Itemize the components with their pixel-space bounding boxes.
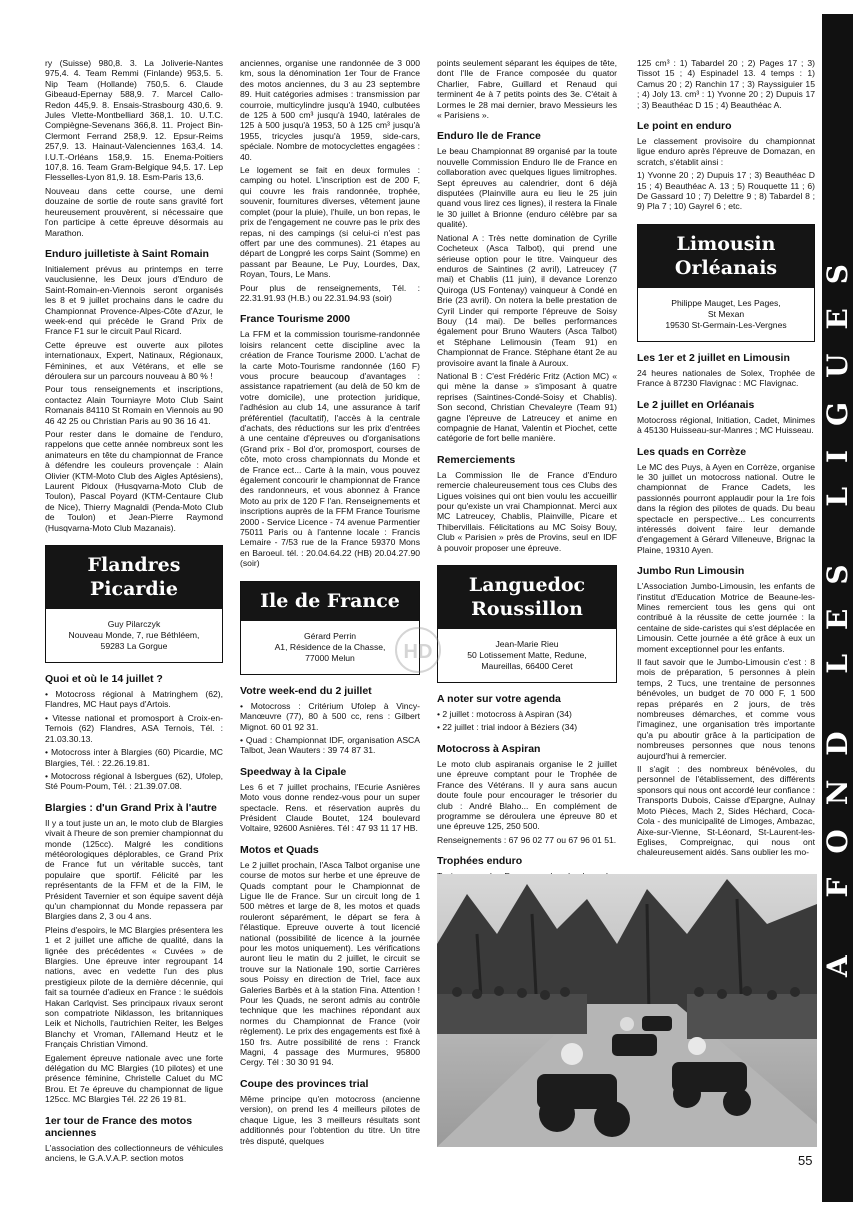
paragraph: L'Association Jumbo-Limousin, les enfants de l'institut d'Education Motrice de Beaune-les-Mines remercient tous les gens qui ont contribué à la réussite de cette journée : la centaine de side-caristes qui s'est déplacée en Limousin. Cette journée a été grâce à eux un moment exceptionnel pour les enfants. [637, 581, 815, 654]
paragraph: Le moto club aspiranais organise le 2 juillet une épreuve comptant pour le Trophée de France des Vétérans. Il y aura sans aucun doute foule pour encourager le trésorier du club : André Blaho... En complément de programme se déroulera une épreuve 80 et une épreuve 125, 250 500. [437, 758, 617, 832]
article-heading: Motos et Quads [240, 843, 319, 856]
article-heading: Blargies : d'un Grand Prix à l'autre [45, 801, 217, 814]
article-heading: Enduro Ile de France [437, 130, 541, 143]
article-heading: Les 1er et 2 juillet en Limousin [637, 351, 790, 364]
paragraph: • Vitesse national et promosport à Croix-en-Ternois (62) Flandres, ASA Ternois, Tél. : 21.03.30.13. [45, 712, 223, 744]
section-sidebar [822, 14, 853, 1202]
paragraph: National A : Très nette domination de Cyrille Cocheteux (Asca Talbot), qui prend une sérieuse option pour le titre. Vainqueur des enduros de Saintines (2 avril), Latreucey (7 mai) et Chablis (11 juin), il devance Lorenzo Quiroga (US Fontenay) vainqueur à Condé en Brie (23 avril). On notera la belle prestation de Cyril Linder qui remporte l'épreuve de Soisy Bouy (14 mai). De belles performances également pour Bruno Wauters (Asca Talbot) et Stéphane Lelimousin (Team 91) en Championnat de France. Stéphane étant 2e au provisoire avant la finale à Auroux. [437, 232, 617, 368]
league-title [638, 225, 814, 288]
address-line: Nouveau Monde, 7, rue Béthléem, [68, 630, 200, 641]
article-heading: Les quads en Corrèze [637, 445, 747, 458]
photo-illustration [437, 874, 817, 1147]
paragraph: anciennes, organise une randonnée de 3 000 km, sous la dénomination 1er Tour de France des motos anciennes, du 3 au 23 septembre 89. Huit catégories admises : transmission par courroie, multicylindre jusqu'à 1940, culbutées de 125 à 500 cm³ jusqu'à 1940, latérales de 125 à 500 jusqu'à 1953, 50 à 125 cm³ jusqu'à 1955, tricycles jusqu'à 1959, side-cars, spéciale. Nombre de motocyclettes engagées : 40. [240, 58, 420, 162]
league-title-line: Ile de France [260, 589, 400, 612]
league-address [46, 609, 222, 662]
page-number: 55 [798, 1153, 813, 1168]
paragraph: Initialement prévus au printemps en terre vauclusienne, les Deux jours d'Enduro de Saint-Romain-en-Viennois seront organisés les 8 et 9 juillet prochains dans le cadre du Championnat Provence-Alpes-Côte d'Azur, le week-end qui précède le Grand Prix de France F1 sur le circuit Paul Ricard. [45, 263, 223, 337]
league-address [638, 288, 814, 341]
article-heading: Le point en enduro [637, 120, 732, 133]
paragraph: La Commission Ile de France d'Enduro remercie chaleureusement tous ces Clubs des Ligues voisines qui ont bien voulu les accueillir pour qu'existe un vrai Championnat. Merci aux MC Latreucey, Chablis, Plainville, Picare et Thibervillais. Félicitations au MC Soisy Bouy, Club « Parisien » près de Provins, seul en IDF à pouvoir proposer une épreuve. [437, 469, 617, 553]
paragraph: • 2 juillet : motocross à Aspiran (34) [437, 709, 572, 720]
address-line: Maureillas, 66400 Ceret [481, 661, 573, 672]
paragraph: Pour tous renseignements et inscriptions, contactez Alain Tourniayre Moto Club Saint Romanais 84110 St Romain en Viennois au 90 46 42 25 ou Christian Paris au 90 36 16 41. [45, 384, 223, 426]
league-box-limousin [637, 224, 815, 342]
article-heading: Jumbo Run Limousin [637, 565, 745, 578]
address-line: 50 Lotissement Matte, Redune, [467, 650, 587, 661]
paragraph: • Motocross régional à Isbergues (62), Ufolep, Sté Poum-Poum, Tél. : 21.39.07.08. [45, 770, 223, 792]
league-title [241, 582, 419, 621]
article-heading: Speedway à la Cipale [240, 765, 347, 778]
paragraph: National B : C'est Frédéric Fritz (Action MC) « qui mène la danse » s'imposant à quatre reprises (Saintines-Condé-Soisy et Chablis). Son second, Christian Chevaleyre (Team 91) gagne l'épreuve de Latreucey et anime en compagnie de Hanat, Valentin et Piochet, cette catégorie de fort belle manière. [437, 370, 617, 444]
column-3 [437, 58, 617, 870]
paragraph: Le classement provisoire du championnat ligue enduro après l'épreuve de Domazan, en scratch, s'établit ainsi : [637, 136, 815, 167]
paragraph: Pour plus de renseignements, Tél. : 22.31.91.93 (H.B.) ou 22.31.94.93 (soir) [240, 282, 420, 303]
league-title [46, 546, 222, 609]
article-heading: Trophées enduro [437, 855, 523, 868]
league-title-line: Orléanais [674, 256, 778, 279]
paragraph: 1) Yvonne 20 ; 2) Dupuis 17 ; 3) Beauthéac D 15 ; 4) Beauthéac A. 13 ; 5) Rouquette 11 ; 6) De Gassard 10 ; 7) Delettre 9 ; 8) Tabardel 8 ; 9) Pla 7 ; 10) Gayrel 6 ; etc. [637, 170, 815, 212]
league-box-languedoc [437, 565, 617, 683]
address-line: 77000 Melun [305, 652, 355, 663]
paragraph: • Motocross inter à Blargies (60) Picardie, MC Blargies, Tél. : 22.26.19.81. [45, 747, 223, 768]
column-4 [637, 58, 815, 870]
address-line: St Mexan [707, 308, 745, 319]
paragraph: Renseignements : 67 96 02 77 ou 67 96 01 51. [437, 834, 617, 845]
article-heading: France Tourisme 2000 [240, 313, 351, 326]
article-heading: Quoi et où le 14 juillet ? [45, 673, 163, 686]
paragraph: Le logement se fait en deux formules : camping ou hotel. L'inscription est de 200 F, qui couvre les frais randonnée, trophée, souvenir, fournitures diverses, vêtement jaune complet (pour la pluie), l'huile, un bon repas, le prix de l'engagement ne couvre pas le prix des repas, ni des campings (si celui-ci n'est pas offert par une des communes). 21 étapes au départ de Longpré les corps Saint (Somme) en passant par Beaune, Le Puy, Lourdes, Dax, Royan, Tours, Le Mans. [240, 165, 420, 280]
paragraph: Même principe qu'en motocross (ancienne version), on prend les 4 meilleurs pilotes de chaque Ligue, les 3 meilleurs résultats sont additionnés pour l'obtention du titre. Un titre très disputé, quelques [240, 1093, 420, 1146]
paragraph: • Motocross : Critérium Ufolep à Vincy-Manœuvre (77), 80 à 500 cc, rens : Gilbert Mignot. 60 01 92 31. [240, 700, 420, 732]
paragraph: Le MC des Puys, à Ayen en Corrèze, organise le 30 juillet un motocross national. Outre le championnat de France Cadets, les passionnés pourront applaudir pour la 1re fois dans la région des pilotes de quads. Du beau spectacle en perspective... Les concurrents intéressés doivent faire leur demande d'engagement à Gérard Villeneuve, Brignac la Plaine, 19310 Ayen. [637, 461, 815, 555]
address-line: Guy Pilarczyk [107, 619, 161, 630]
address-line: Gérard Perrin [303, 630, 357, 641]
paragraph: Pleins d'espoirs, le MC Blargies présentera les 1 et 2 juillet une affiche de qualité, dans la lignée des précédentes « Cuvées » de Blargies. Une épreuve inter regroupant 14 nations, avec en vedette l'un des plus prestigieux pilote de la dernière décennie, qui fait sa tournée d'adieux en France : le suédois Hakan Carlqvist. Ses principaux rivaux seront son compatriote Niklasson, les britanniques Leik et Nicholls, l'autrichien Reiter, les Belges Blanchy et Vroman, l'Allemand Heutz et le Français Christian Vimond. [45, 924, 223, 1050]
address-line: 19530 St-Germain-Les-Vergnes [665, 319, 787, 330]
article-heading: Motocross à Aspiran [437, 742, 541, 755]
article-heading: 1er tour de France des motos anciennes [45, 1114, 193, 1139]
paragraph: • Quad : Championnat IDF, organisation ASCA Talbot, Jean Wauters : 39 74 87 31. [240, 734, 420, 756]
league-box-flandres [45, 545, 223, 663]
paragraph: 24 heures nationales de Solex, Trophée de France à 87230 Flavignac : MC Flavignac. [637, 367, 815, 389]
watermark-text: HD [403, 641, 433, 663]
article-heading: A noter sur votre agenda [437, 693, 561, 706]
paragraph: Motocross régional, Initiation, Cadet, Minimes à 45130 Huisseau-sur-Manres ; MC Huisseau. [637, 414, 815, 436]
address-line: A1, Résidence de la Chasse, [274, 641, 386, 652]
address-line: Philippe Mauget, Les Pages, [671, 297, 781, 308]
league-title-line: Picardie [90, 578, 178, 601]
paragraph: • Motocross régional à Matringhem (62), Flandres, MC Haut pays d'Artois. [45, 689, 223, 710]
paragraph: Le beau Championnat 89 organisé par la toute nouvelle Commission Enduro Ile de France en collaboration avec quelques ligues limitrophes. Sept épreuves au calendrier, dont 6 déjà disputées (Plainville aura eu lieu le 25 juin quand vous lirez ces lignes), il restera la Finale le 30 juillet à Brionne (enduro célèbre par sa qualité). [437, 146, 617, 230]
league-title [438, 566, 616, 629]
paragraph: Il faut savoir que le Jumbo-Limousin c'est : 8 mois de préparation, 5 personnes à plein temps, 2 Tucs, une trentaine de personnes bénévoles, un budget de 70 000 F, 1 500 repas préparés en 2 jours, de très nombreuses démarches, et comme vous l'imaginez, une organisation très importante qu'a pu aboutir grâce à la participation de nombreuses personnes que nous tenons aujourd'hui à remercier. [637, 657, 815, 761]
article-heading: Le 2 juillet en Orléanais [637, 398, 755, 411]
watermark-logo [388, 622, 448, 690]
paragraph: Egalement épreuve nationale avec une forte délégation du MC Blargies (10 pilotes) et une présence féminine, Christelle Caluet du MC Brou. Et 7e épreuve du championnat de ligue 125cc. MC Blargies Tél. 22 26 19 81. [45, 1052, 223, 1105]
league-title-line: Roussillon [471, 598, 583, 621]
paragraph: Pour rester dans le domaine de l'enduro, rappelons que cette année nombreux sont les animateurs en tête du championnat de France à défendre les couleurs provençale : Alain Olivier (KTM-Moto Club des Aigles Aptésiens), Laurent Pidoux (Husqvarna-Moto Club de Toulon), Pascal Poyard (KTM-Centaure Club de Nice), Thierry Magnaldi (Penda-Moto Club de Toulon) et Jean-Pierre Raymond (Husqvarna-Moto Club Mazanais). [45, 429, 223, 533]
address-line: Jean-Marie Rieu [495, 639, 559, 650]
article-heading: Remerciements [437, 453, 516, 466]
column-1 [45, 58, 223, 1188]
paragraph: Les 6 et 7 juillet prochains, l'Ecurie Asnières Moto vous donne rendez-vous pour un super spectacle. Rens. et réservation auprès du Président Claude Boutet, 124 boulevard Voltaire, 92600 Asnières. Tél : 47 93 11 17 HB. [240, 781, 420, 834]
sidecar-parade-photo [437, 874, 817, 1147]
league-title-line: Limousin [676, 232, 776, 255]
article-heading: Coupe des provinces trial [240, 1077, 369, 1090]
paragraph: L'association des collectionneurs de véhicules anciens, le G.A.V.A.P. section motos [45, 1142, 223, 1164]
league-title-line: Languedoc [468, 574, 586, 597]
address-line: 59283 La Gorgue [100, 641, 168, 652]
paragraph: • 22 juillet : trial indoor à Béziers (34) [437, 722, 578, 733]
paragraph: Nouveau dans cette course, une demi douzaine de sortie de route sans gravité fort heureusement prouvèrent, si nécessaire que l'on participe à cette épreuve désormais au Marathon. [45, 185, 223, 238]
sidebar-title: A FOND LES LIGUES [821, 239, 854, 977]
paragraph: Le 2 juillet prochain, l'Asca Talbot organise une course de motos sur herbe et une épreuve de Quads comptant pour le Championnat de Ligue Ile de France. Sur un circuit long de 1 500 mètres et large de 8, les motos et quads rouleront séparément, le départ se fera à l'élastique. Epreuve ouverte à tout licencié national (possibilité de licence à la journée pour les motos uniquement). Les vérifications auront lieu le matin du 2 juillet, le circuit se trouve sur la Nationale 190, sortie Carrières sous Poissy en direction de Triel, face aux Galeries Barbès et à la station Fina. Attention ! Pour les Quads, ne seront admis au contrôle technique que les machines répondant aux normes du Championnat de France (voir règlement). Le prix des engagements est fixé à 150 frs. Autre possibilité de rens : Franck Magni, 4 passage des Murmures, 95800 Cergy. Tél : 30 30 91 94. [240, 859, 420, 1068]
paragraph: Il s'agit : des nombreux bénévoles, du personnel de l'établissement, des différents sponsors qui nous ont accordé leur confiance : Transports Dubois, Caisse d'Epargne, Aulnay Moto Pièces, Mach 2, Sides Héchard, Coca-Cola - des municipalité de Limoges, Ambazac, Aixe-sur-Vienne, St-Léonard, St-Laurent-les-Eglises, Compreignac, qui nous ont chaleureusement aidés. Sans oublier les mo- [637, 764, 815, 858]
paragraph: La FFM et la commission tourisme-randonnée loisirs relancent cette discipline avec la création de France Tourisme 2000. L'achat de la carte Moto-Tourisme randonnée (160 F) vous procure beaucoup d'avantages : assistance rapatriement (au delà de 50 km de votre domicile), une protection juridique, l'adhésion au club 14, une assurance à tarif préférentiel (facultatif), l'accès à la centrale d'achats, des réductions sur les prix d'entrées à une centaine d'épreuves ou d'organisations (Grand prix - Bol d'or, promosport, courses de côte, moto cross championnats du Monde et de France ect... Carte à la main, vous pouvez également concourir le championnat de France des randonneurs, et vous abonnez à France Moto au prix de 120 F l'an. Renseignements et inscriptions auprès de la FFM France Tourisme 2000 - Service Licence - 74 avenue Parmentier 75011 Paris ou à l'antenne locale : Francis Lemaire - 7/53 rue de la France 59370 Mons en Baroeul. tél. : 20.04.64.22 (HB) 20.04.27.90 (soir) [240, 329, 420, 569]
paragraph: points seulement séparant les équipes de tête, dont l'Ile de France composée du quator Charlier, Fabre, Guillard et Renaud qui terminent 4e à 7 petits points des 3e. C'était à Lormes le 28 mai dernier, bravo Messieurs les « Parisiens ». [437, 58, 617, 121]
article-heading: Enduro juilletiste à Saint Romain [45, 247, 209, 260]
article-heading: Votre week-end du 2 juillet [240, 684, 372, 697]
paragraph: Cette épreuve est ouverte aux pilotes internationaux, Expert, Natinaux, Régionaux, Féminines, et aux Vétérans, et elle se déroulera sur un parcours nouveau à 80 % ! [45, 339, 223, 381]
paragraph: 125 cm³ : 1) Tabardel 20 ; 2) Pages 17 ; 3) Tissot 15 ; 4) Espinadel 13. 4 temps : 1) Camus 20 ; 2) Ranchin 17 ; 3) Rayssiguier 15 ; 4) Joly 13. cm³ : 1) Yvonne 20 ; 2) Dupuis 17 ; 3) Beauthéac D 15 ; 4) Beauthéac A. [637, 58, 815, 110]
paragraph: Il y a tout juste un an, le moto club de Blargies vivait à l'heure de son premier championnat du monde (125cc). Malgré les conditions météorologiques déplorables, ce Grand Prix de France fut un véritable succès, tant populaire que sportif. Félicité par les représentants de la FFM et de la FIM, le Président Tavernier et son équipe savent déjà qu'un championnat du Monde repassera par Blargies dans 2, 3 ou 4 ans. [45, 817, 223, 922]
league-title-line: Flandres [87, 554, 181, 577]
league-address [438, 629, 616, 682]
paragraph: ry (Suisse) 980,8. 3. La Joliverie-Nantes 975,4. 4. Team Remmi (Finlande) 953,5. 5. Nip Team (Hollande) 750,5. 6. Claude Gibeaud-Epernay 588,9. 7. Marcel Callo-Redon 445,9. 8. Ensais-Strasbourg 430,6. 9. Jules Vlette-Montbelliard 368,1. 10. U.T.C. Compiègne-Sevenans 366,8. 11. Project Bin-Clermont Ferrand 258,9. 12. Epsur-Reims 257,9. 13. Hainaut-Valenciennes 163,4. 14. I.U.T.-Orléans 158,9. 15. Enema-Poitiers 107,8. 16. Team Gram-Belgique 94,5. 17. Lep Flesselles-Lyon 81,9. 18. Esm-Paris 13,6. [45, 58, 223, 183]
